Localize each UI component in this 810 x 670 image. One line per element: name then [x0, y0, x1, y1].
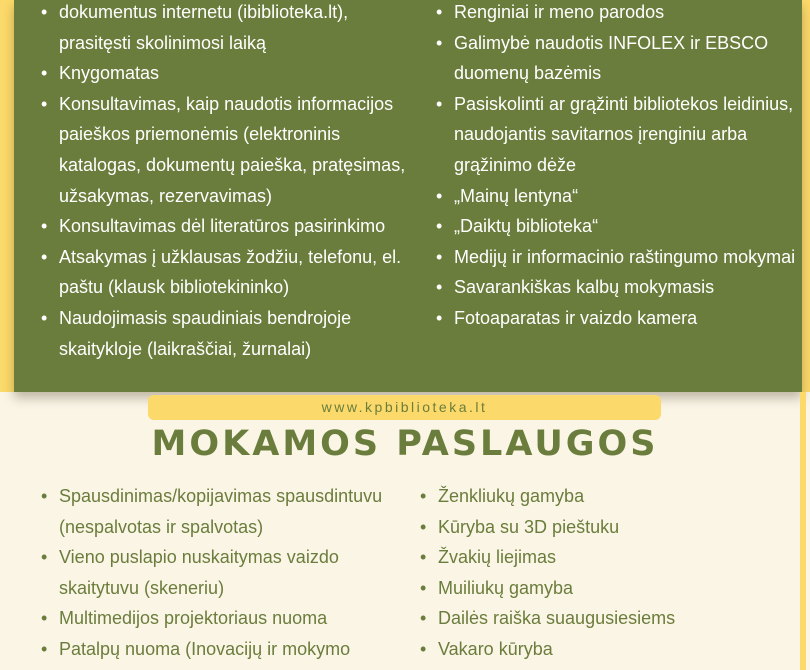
list-item: • Knygomatas [33, 58, 423, 89]
yellow-edge-left [0, 0, 14, 392]
paid-services-list-left [33, 481, 418, 665]
list-item: • Renginiai ir meno parodos [428, 0, 798, 28]
list-item: • Vakaro kūryba [412, 634, 797, 665]
list-item: • dokumentus internetu (ibiblioteka.lt), prasitęsti skolinimosi laiką [33, 0, 423, 58]
list-item: • Galimybė naudotis INFOLEX ir EBSCO duomenų bazėmis [428, 28, 798, 89]
free-services-list-right [428, 0, 798, 334]
list-item: • Muiliukų gamyba [412, 573, 797, 604]
list-item: • Fotoaparatas ir vaizdo kamera [428, 303, 798, 334]
list-item: • Patalpų nuoma (Inovacijų ir mokymo [33, 634, 418, 665]
paid-services-title: MOKAMOS PASLAUGOS [151, 424, 659, 464]
yellow-edge-bottom-right [800, 392, 806, 670]
list-item: • Multimedijos projektoriaus nuoma [33, 603, 418, 634]
website-url-banner[interactable]: www.kpbiblioteka.lt [148, 395, 661, 420]
list-item: • Ženkliukų gamyba [412, 481, 797, 512]
list-item: • Medijų ir informacinio raštingumo mokymai [428, 242, 798, 273]
yellow-edge-right [802, 0, 810, 392]
list-item: • Naudojimasis spaudiniais bendrojoje skaitykloje (laikraščiai, žurnalai) [33, 303, 423, 364]
list-item: • Kūryba su 3D pieštuku [412, 512, 797, 543]
list-item: • Konsultavimas, kaip naudotis informacijos paieškos priemonėmis (elektroninis katalogas, dokumentų paieška, pratęsimas, užsakymas, rezervavimas) [33, 89, 423, 211]
paid-services-list-right [412, 481, 797, 665]
list-item: • Vieno puslapio nuskaitymas vaizdo skaitytuvu (skeneriu) [33, 542, 418, 603]
list-item: • Konsultavimas dėl literatūros pasirinkimo [33, 211, 423, 242]
free-services-list-left [33, 0, 423, 364]
list-item: • Žvakių liejimas [412, 542, 797, 573]
list-item: • Atsakymas į užklausas žodžiu, telefonu, el. paštu (klausk bibliotekininko) [33, 242, 423, 303]
list-item: • Pasiskolinti ar grąžinti bibliotekos leidinius, naudojantis savitarnos įrenginiu arba grąžinimo dėže [428, 89, 798, 181]
list-item: • Savarankiškas kalbų mokymasis [428, 272, 798, 303]
list-item: • „Daiktų biblioteka“ [428, 211, 798, 242]
list-item: • „Mainų lentyna“ [428, 181, 798, 212]
list-item: • Spausdinimas/kopijavimas spausdintuvu (nespalvotas ir spalvotas) [33, 481, 418, 542]
list-item: • Dailės raiška suaugusiesiems [412, 603, 797, 634]
